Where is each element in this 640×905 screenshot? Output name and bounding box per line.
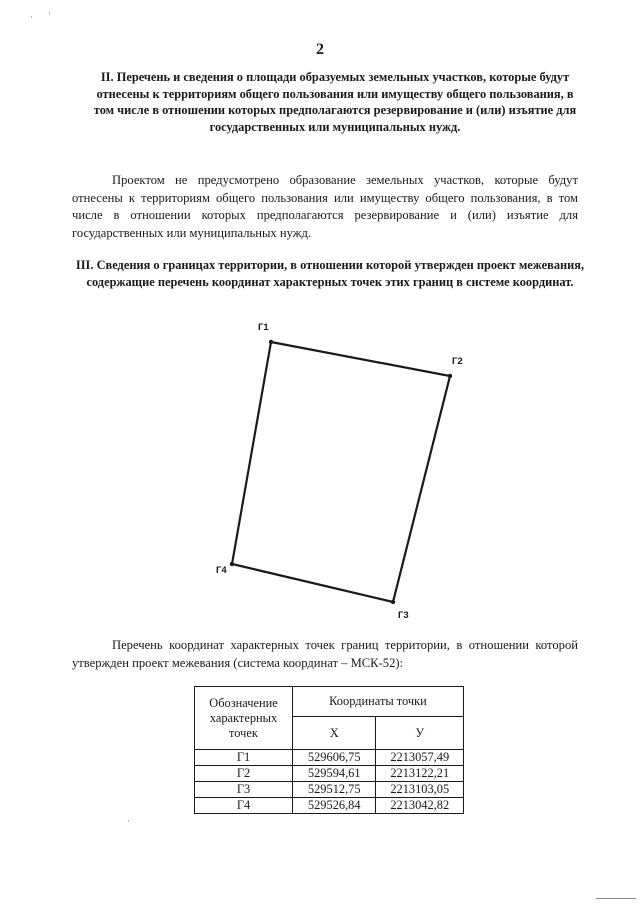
point-marker-g3: [391, 600, 395, 604]
table-row: [195, 750, 464, 766]
section-2-number: II.: [100, 70, 114, 84]
scan-speck: ·: [30, 12, 33, 22]
section-3-heading-text: Сведения о границах территории, в отношении которой утвержден проект межевания, содержащие перечень координат характерных точек этих границ в системе координат.: [86, 258, 585, 289]
cell-point: Г2: [195, 766, 293, 782]
cell-x: 529526,84: [293, 798, 376, 814]
coordinates-table: [194, 686, 464, 814]
cell-x: 529512,75: [293, 782, 376, 798]
point-marker-g1: [269, 340, 273, 344]
section-3-intro: Перечень координат характерных точек границ территории, в отношении которой утвержден проект межевания (система координат – МСК-52):: [72, 638, 578, 670]
cell-point: Г3: [195, 782, 293, 798]
point-label-g4: Г4: [216, 565, 227, 576]
point-marker-g2: [448, 374, 452, 378]
section-3-number: III.: [75, 258, 94, 272]
table-row: [195, 766, 464, 782]
header-y: У: [376, 717, 464, 750]
cell-point: Г1: [195, 750, 293, 766]
table-row: [195, 798, 464, 814]
cell-y: 2213103,05: [376, 782, 464, 798]
boundary-polygon: [232, 342, 450, 602]
scan-edge-line: [596, 898, 636, 899]
point-label-g3: Г3: [398, 610, 409, 621]
section-2-heading-text: Перечень и сведения о площади образуемых земельных участков, которые будут отнесены к территориям общего пользования или имуществу общего пользования, в том числе в отношении которых предполагаются резервирование и (или) изъятие для государственных или муниципальных нужд.: [93, 70, 577, 134]
section-2-body: Проектом не предусмотрено образование земельных участков, которые будут отнесены к территориям общего пользования или имуществу общего пользования, в том числе в отношении которых предполагаются резервирование и (или) изъятие для государственных или муниципальных нужд.: [72, 173, 578, 240]
table-row: [195, 782, 464, 798]
point-label-g2: Г2: [452, 356, 463, 367]
scan-speck: ·: [127, 816, 130, 826]
scan-speck: ·: [48, 8, 51, 18]
point-marker-g4: [230, 562, 234, 566]
cell-y: 2213042,82: [376, 798, 464, 814]
page-number: 2: [316, 41, 324, 58]
header-x: X: [293, 717, 376, 750]
point-label-g1: Г1: [258, 322, 269, 333]
cell-y: 2213122,21: [376, 766, 464, 782]
cell-x: 529606,75: [293, 750, 376, 766]
cell-y: 2213057,49: [376, 750, 464, 766]
cell-point: Г4: [195, 798, 293, 814]
header-coordinates: Координаты точки: [293, 687, 464, 717]
header-point-name: Обозначение характерных точек: [195, 687, 293, 750]
cell-x: 529594,61: [293, 766, 376, 782]
